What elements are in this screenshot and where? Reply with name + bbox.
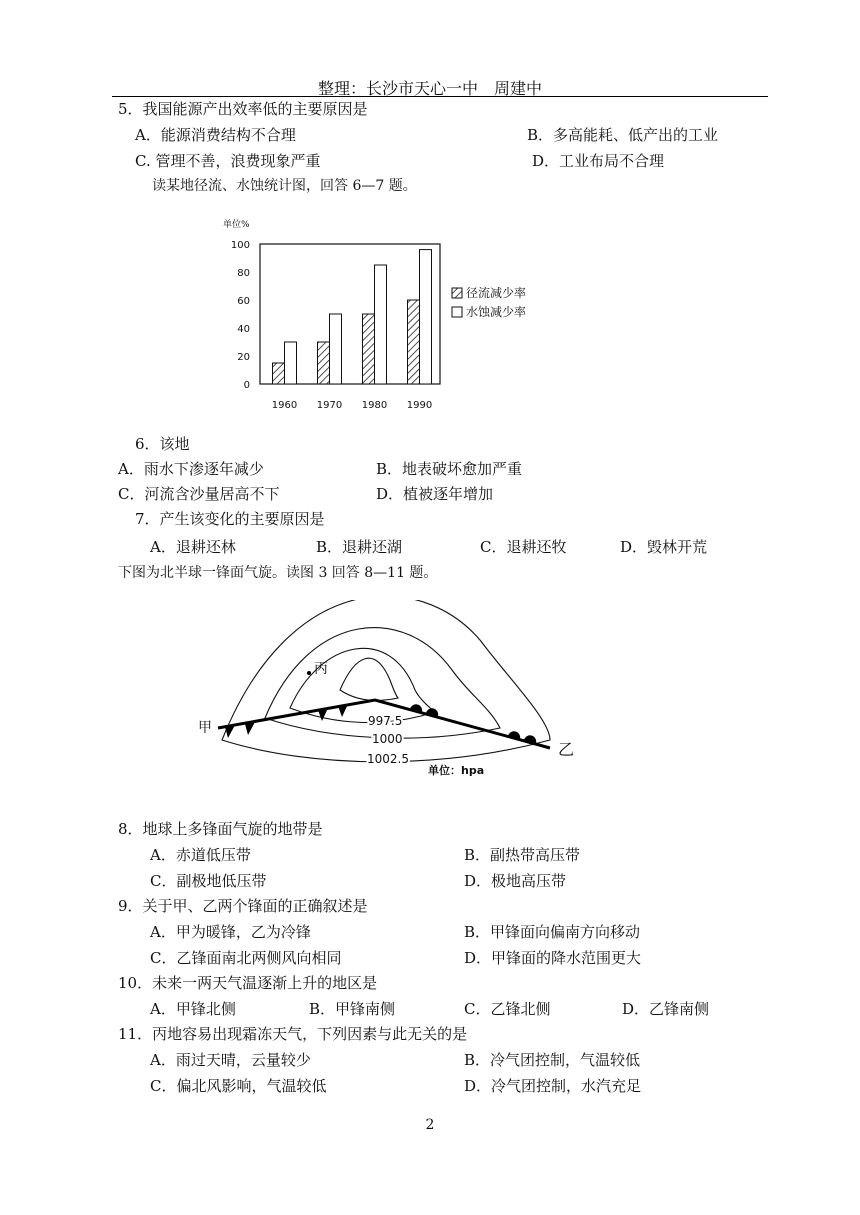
q8-option-c: C．副极地低压带 bbox=[150, 872, 267, 890]
x-tick-label: 1990 bbox=[406, 400, 433, 411]
q6-option-c: C．河流含沙量居高不下 bbox=[118, 485, 280, 503]
bar-erosion-1990 bbox=[420, 250, 432, 384]
q11-option-a: A．雨过天晴，云量较少 bbox=[150, 1051, 311, 1069]
q11-option-c: C．偏北风影响，气温较低 bbox=[150, 1077, 327, 1095]
cold-front-triangle bbox=[225, 725, 235, 738]
y-tick-label: 100 bbox=[230, 240, 250, 251]
header-rule bbox=[112, 96, 768, 97]
q7-option-c: C．退耕还牧 bbox=[480, 538, 567, 556]
q6-option-b: B．地表破坏愈加严重 bbox=[376, 460, 523, 478]
q5-stem: 5．我国能源产出效率低的主要原因是 bbox=[118, 100, 368, 118]
isobar-label-997-5: 997.5 bbox=[368, 714, 403, 728]
bar-runoff-1990 bbox=[408, 300, 420, 384]
q10-option-d: D．乙锋南侧 bbox=[622, 1000, 710, 1018]
q11-stem: 11．丙地容易出现霜冻天气，下列因素与此无关的是 bbox=[118, 1025, 468, 1043]
q9-option-d: D．甲锋面的降水范围更大 bbox=[464, 949, 642, 967]
q6-option-d: D．植被逐年增加 bbox=[376, 485, 494, 503]
q9-stem: 9．关于甲、乙两个锋面的正确叙述是 bbox=[118, 897, 368, 915]
bar-runoff-1980 bbox=[363, 314, 375, 384]
unit-label: 单位：hpa bbox=[428, 764, 485, 777]
cyclone-diagram bbox=[190, 600, 590, 795]
q9-option-a: A．甲为暖锋，乙为冷锋 bbox=[150, 923, 311, 941]
q9-option-c: C．乙锋面南北两侧风向相同 bbox=[150, 949, 342, 967]
q7-option-d: D．毁林开荒 bbox=[620, 538, 708, 556]
page-number: 2 bbox=[425, 1117, 435, 1133]
x-tick-label: 1970 bbox=[316, 400, 343, 411]
isobar-label-1000: 1000 bbox=[372, 732, 403, 746]
y-tick-label: 80 bbox=[237, 268, 250, 279]
q10-option-a: A．甲锋北侧 bbox=[150, 1000, 236, 1018]
q10-stem: 10．未来一两天气温逐渐上升的地区是 bbox=[118, 974, 378, 992]
q5-option-b: B．多高能耗、低产出的工业 bbox=[527, 126, 719, 144]
q10-option-b: B．甲锋南侧 bbox=[309, 1000, 396, 1018]
legend-swatch bbox=[452, 288, 462, 298]
bar-erosion-1970 bbox=[330, 314, 342, 384]
q10-option-c: C．乙锋北侧 bbox=[464, 1000, 551, 1018]
q6-stem: 6．该地 bbox=[135, 435, 190, 453]
label-yi: 乙 bbox=[558, 740, 575, 759]
y-tick-label: 60 bbox=[237, 296, 250, 307]
bar-runoff-1970 bbox=[318, 342, 330, 384]
legend-swatch bbox=[452, 307, 462, 317]
intro-6-7: 读某地径流、水蚀统计图，回答 6—7 题。 bbox=[152, 178, 417, 194]
y-tick-label: 40 bbox=[237, 324, 250, 335]
q8-stem: 8．地球上多锋面气旋的地带是 bbox=[118, 820, 323, 838]
page-header: 整理：长沙市天心一中 周建中 bbox=[317, 79, 542, 98]
q11-option-b: B．冷气团控制，气温较低 bbox=[464, 1051, 641, 1069]
isobar-core bbox=[340, 658, 398, 700]
q8-option-d: D．极地高压带 bbox=[464, 872, 567, 890]
y-tick-label: 20 bbox=[237, 352, 250, 363]
q8-option-b: B．副热带高压带 bbox=[464, 846, 581, 864]
bar-erosion-1980 bbox=[375, 265, 387, 384]
bar-chart bbox=[215, 212, 535, 422]
q5-option-a: A．能源消费结构不合理 bbox=[135, 126, 296, 144]
legend-label: 水蚀减少率 bbox=[466, 305, 527, 319]
isobar-label-1002-5: 1002.5 bbox=[367, 752, 409, 766]
q9-option-b: B．甲锋面向偏南方向移动 bbox=[464, 923, 641, 941]
x-tick-label: 1980 bbox=[361, 400, 388, 411]
q7-option-a: A．退耕还林 bbox=[150, 538, 236, 556]
point-bing bbox=[307, 671, 311, 675]
bar-runoff-1960 bbox=[273, 363, 285, 384]
q8-option-a: A．赤道低压带 bbox=[150, 846, 251, 864]
y-tick-label: 0 bbox=[243, 380, 250, 391]
bar-erosion-1960 bbox=[285, 342, 297, 384]
q6-option-a: A．雨水下渗逐年减少 bbox=[118, 460, 264, 478]
q5-option-d: D．工业布局不合理 bbox=[532, 152, 665, 170]
q5-option-c: C. 管理不善，浪费现象严重 bbox=[135, 152, 321, 170]
x-tick-label: 1960 bbox=[271, 400, 298, 411]
q11-option-d: D．冷气团控制，水汽充足 bbox=[464, 1077, 642, 1095]
cold-front-triangle bbox=[245, 722, 255, 735]
q7-stem: 7．产生该变化的主要原因是 bbox=[135, 510, 325, 528]
label-jia: 甲 bbox=[198, 720, 212, 736]
cold-front-triangle bbox=[338, 704, 348, 717]
legend-label: 径流减少率 bbox=[466, 286, 527, 300]
y-axis-label: 单位% bbox=[223, 220, 250, 230]
q7-option-b: B．退耕还湖 bbox=[316, 538, 403, 556]
intro-8-11: 下图为北半球一锋面气旋。读图 3 回答 8—11 题。 bbox=[118, 565, 438, 581]
label-bing: 丙 bbox=[314, 661, 328, 677]
